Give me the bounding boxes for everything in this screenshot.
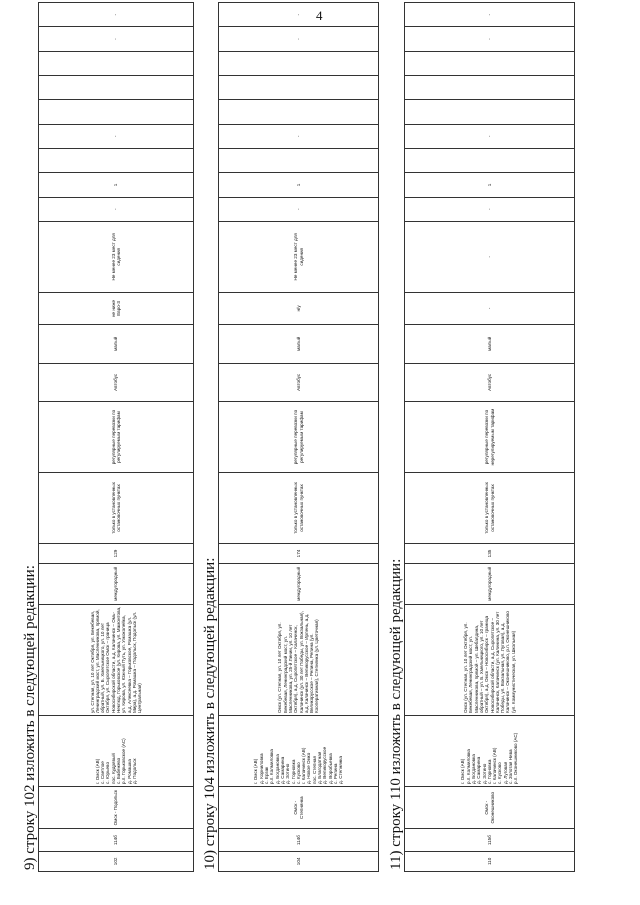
- cell-quantity: [405, 148, 575, 172]
- cell-length: 129: [39, 543, 194, 563]
- cell-quantity: [405, 51, 575, 75]
- cell-quantity: -: [219, 197, 379, 221]
- cell-quantity: -: [405, 3, 575, 27]
- cell-eco-class: не ниже Евро-3: [39, 292, 194, 324]
- cell-route-type: междугородный: [405, 564, 575, 605]
- cell-class: малый: [405, 325, 575, 363]
- cell-streets: Омск (ул. Степная, ул. 10 лет Октября, ул. Бекебевая, Ленинградский мост, ул. Масленникова, прямой – ул. Шебалдина, обратный – ул. Б. Хмельницкого, ул. 10 лет Октября), а.д. Омск – Новосибирск – граница Новосибирской области, а.д. Сыропятское – Калачинск, Калачинск (ул. Калинина, ул. 30 лет Победы, ул. Вокзальная, ул. Луговая), а.д. Калачинск – Оконешниково, р.п. Оконешниково (ул. Коммунистическая, ул. Школьная): [405, 604, 575, 715]
- cell-streets: ул. Степная, ул. 10 лет Октября, ул. Бекебевая, Ленинградский мост, ул. Масленникова, прямой, обратный, ул. Б. Хмельницкого, ул. 10 лет Октября, ул. Сыропятское Омск – граница Новосибирской области, а.д. Калачинск – Омь-Неклюд, Горьковское (ул. Кирова, ул. Мамонтова, ул. Кирова, ул. Южный Путь, ул. Узкоколейка, а.д. Алексеевка – Горьковское, Ромашка (ул. Мира), а.д. Ромашка – Подольск, Подольск (ул. Центральная): [39, 604, 194, 715]
- cell-quantity: -: [39, 197, 194, 221]
- cell-quantity: -: [39, 3, 194, 27]
- cell-reg-number: 115б: [405, 829, 575, 851]
- cell-quantity: 1: [219, 173, 379, 197]
- cell-class: малый: [219, 325, 379, 363]
- cell-quantity: [39, 51, 194, 75]
- cell-quantity: -: [405, 197, 575, 221]
- cell-number: 102: [39, 851, 194, 871]
- cell-quantity: [39, 76, 194, 100]
- cell-route-type: междугородный: [39, 564, 194, 605]
- route-table-104: [218, 2, 379, 872]
- cell-quantity: [405, 76, 575, 100]
- cell-route-name: Омск - Оконешниково: [405, 786, 575, 829]
- route-table-110: [404, 2, 575, 872]
- cell-route-type: междугородный: [219, 564, 379, 605]
- cell-quantity: [219, 100, 379, 124]
- cell-vehicle: Автобус: [39, 363, 194, 401]
- cell-length: 174: [219, 543, 379, 563]
- cell-class: малый: [39, 325, 194, 363]
- cell-quantity: -: [39, 124, 194, 148]
- cell-quantity: [219, 76, 379, 100]
- cell-stop-mode: только в установленных остановочных пунктах: [219, 473, 379, 544]
- rotated-page-content: [20, 0, 595, 872]
- cell-quantity: -: [405, 27, 575, 51]
- cell-tariff: регулярные перевозки по нерегулируемым тарифам: [405, 402, 575, 473]
- cell-quantity: [39, 100, 194, 124]
- table-row: [219, 3, 379, 872]
- page-number: 4: [316, 8, 323, 23]
- cell-seats: Не менее 23 мест для сидения: [39, 221, 194, 292]
- cell-number: 104: [219, 851, 379, 871]
- cell-route-name: Омск - Степнянка: [219, 786, 379, 829]
- cell-reg-number: 114б: [39, 829, 194, 851]
- cell-quantity: -: [405, 124, 575, 148]
- cell-tariff: регулярные перевозки по регулируемым тарифам: [219, 402, 379, 473]
- cell-quantity: -: [219, 124, 379, 148]
- cell-eco-class: н/у: [219, 292, 379, 324]
- cell-quantity: [405, 100, 575, 124]
- cell-length: 135: [405, 543, 575, 563]
- cell-quantity: 1: [405, 173, 575, 197]
- cell-eco-class: -: [405, 292, 575, 324]
- cell-reg-number: 114б: [219, 829, 379, 851]
- cell-route-name: Омск - Подольск: [39, 786, 194, 829]
- cell-quantity: [219, 148, 379, 172]
- cell-quantity: 1: [39, 173, 194, 197]
- cell-quantity: -: [219, 27, 379, 51]
- cell-stops: г. Омск (АВ) с. Светлое с. Юрьево пос. Кудрявый с. Бабежево р.п. Горьковское (АС) д. Ромашка д. Подольск: [39, 716, 194, 787]
- cell-quantity: [39, 148, 194, 172]
- cell-stops: г. Омск (АВ) р.п. Колмиловка д. Богдановка д. Самарина д. Зотино с. Горновка г. Калачинск (АВ) с. Кусково д. Луговая с. Золотая Нива р.п. Оконешниково (АС): [405, 716, 575, 787]
- cell-streets: Омск (ул. Степная, ул. 10 лет Октября, ул. Бекебевая, Ленинградский мост, ул. Масленникова, ул. 25-й Линии, ул. 10 лет Октября), а.д. Сыропятское – Калачинск, Калачинск (ул. 30 лет Победы, ул. Вокзальная), а.д. Калачинск – Великорусское – Ирпень, а.д. Великорусское – Репина, Репина (ул. Кооперативная), Степнянка (ул. Цветочная): [219, 604, 379, 715]
- cell-seats: -: [405, 221, 575, 292]
- cell-quantity: -: [39, 27, 194, 51]
- table-row: [405, 3, 575, 872]
- cell-stops: г. Омск (АВ) д. Корниловка с. Ерзак р.п. Колмиловка д. Богдановка д. Самарина д. Зотино с. Горновка с. Кусково г. Калачинск (АВ) д. Новое Омко пос. Степная д. Благодатная д. Великорусское д. Воробьевка с. Репина д. Степнянка: [219, 716, 379, 787]
- cell-tariff: регулярные перевозки по регулируемым тарифам: [39, 402, 194, 473]
- cell-stop-mode: только в установленных остановочных пунктах: [405, 473, 575, 544]
- cell-vehicle: Автобус: [405, 363, 575, 401]
- cell-number: 110: [405, 851, 575, 871]
- cell-quantity: [219, 51, 379, 75]
- section-title: 9) строку 102 изложить в следующей редакции:: [22, 565, 38, 870]
- cell-stop-mode: только в установленных остановочных пунктах: [39, 473, 194, 544]
- section-title: 10) строку 104 изложить в следующей редакции:: [202, 557, 218, 870]
- route-table-102: [38, 2, 194, 872]
- cell-seats: Не менее 23 мест для сидения: [219, 221, 379, 292]
- table-row: [39, 3, 194, 872]
- cell-vehicle: Автобус: [219, 363, 379, 401]
- cell-quantity: -: [219, 3, 379, 27]
- section-title: 11) строку 110 изложить в следующей редакции:: [388, 558, 404, 870]
